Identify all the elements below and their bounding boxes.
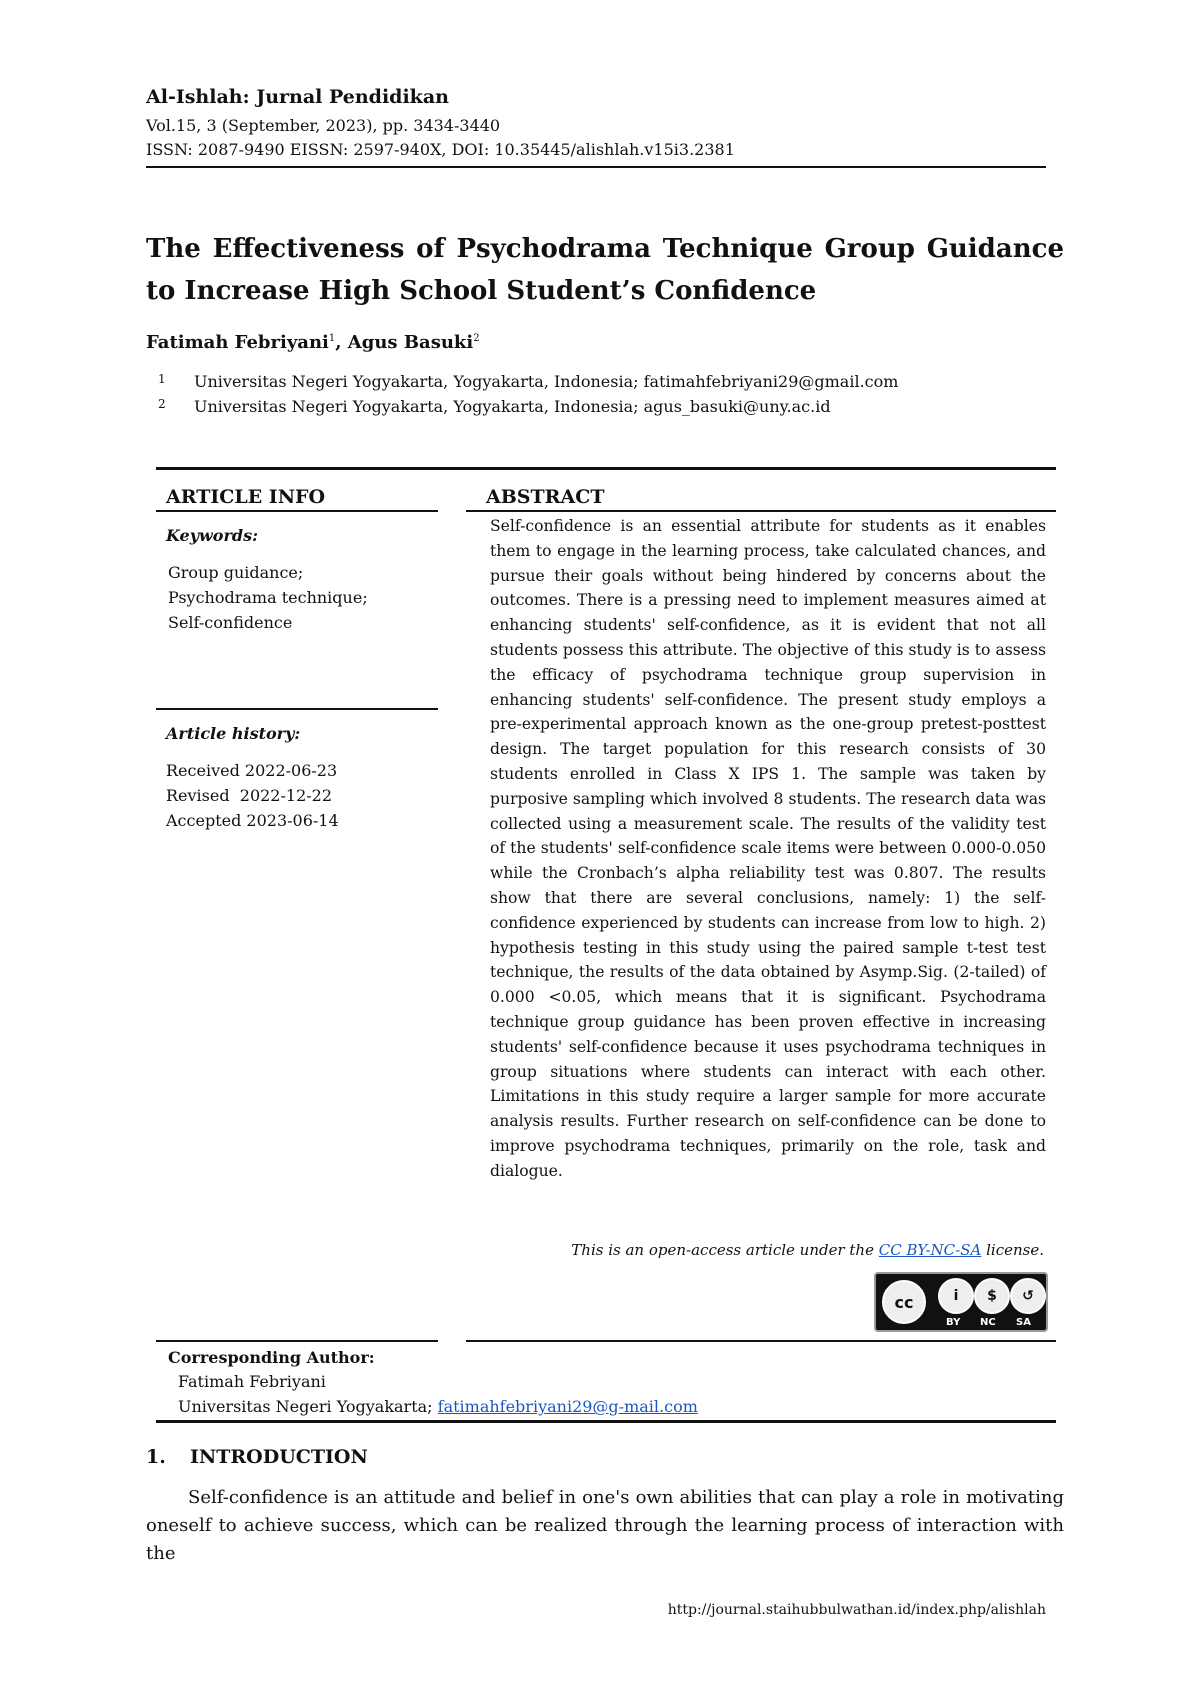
article-title: The Effectiveness of Psychodrama Technique Group Guidance to Increase High School Student’s Confidence xyxy=(146,234,1064,306)
corresponding-institution: Universitas Negeri Yogyakarta; xyxy=(178,1397,438,1416)
badge-label-sa: SA xyxy=(1016,1317,1031,1328)
keywords-rule xyxy=(156,708,438,710)
noncommercial-icon: $ xyxy=(974,1278,1010,1314)
author-2-sup: 2 xyxy=(473,333,480,344)
introduction-title: INTRODUCTION xyxy=(190,1446,368,1468)
affiliation-number: 2 xyxy=(158,397,166,411)
author-1-sup: 1 xyxy=(328,333,336,344)
corresponding-email-link[interactable]: fatimahfebriyani29@g-mail.com xyxy=(437,1397,698,1416)
badge-label-by: BY xyxy=(946,1317,961,1328)
keyword-item: Self-confidence xyxy=(168,613,293,632)
affiliation-2 xyxy=(146,397,831,416)
abstract-heading: ABSTRACT xyxy=(486,486,605,508)
introduction-body: Self-confidence is an attitude and belief in one's own abilities that can play a role in motivating oneself to achieve success, which can be realized through the learning process of interaction with the xyxy=(146,1487,1064,1564)
history-item: Accepted 2023-06-14 xyxy=(166,811,339,830)
license-suffix: license. xyxy=(981,1241,1044,1259)
journal-issn: ISSN: 2087-9490 EISSN: 2597-940X, DOI: 10.35445/alishlah.v15i3.2381 xyxy=(146,140,735,159)
license-prefix: This is an open-access article under the xyxy=(571,1241,879,1259)
introduction-heading xyxy=(146,1446,368,1468)
abstract-rule xyxy=(466,510,1056,512)
history-item: Revised 2022-12-22 xyxy=(166,786,333,805)
keyword-item: Psychodrama technique; xyxy=(168,588,368,607)
footer-url: http://journal.staihubbulwathan.id/index.php/alishlah xyxy=(667,1602,1046,1618)
affiliation-number: 1 xyxy=(158,372,166,386)
introduction-number: 1. xyxy=(146,1446,166,1468)
keyword-item: Group guidance; xyxy=(168,563,304,582)
history-heading: Article history: xyxy=(166,724,301,743)
header-rule xyxy=(146,166,1046,168)
article-info-heading: ARTICLE INFO xyxy=(166,486,326,508)
corresponding-bottom-rule xyxy=(156,1420,1056,1423)
affiliation-text: Universitas Negeri Yogyakarta, Yogyakarta, Indonesia; agus_basuki@uny.ac.id xyxy=(194,397,831,416)
author-separator: , xyxy=(335,332,348,353)
abstract-body: Self-confidence is an essential attribute for students as it enables them to engage in the learning process, take calculated chances, and pursue their goals without being hindered by concerns about the outcomes. There is a pressing need to implement measures aimed at enhancing students' self-confidence, as it is evident that not all students possess this attribute. The objective of this study is to assess the efficacy of psychodrama technique group supervision in enhancing students' self-confidence. The present study employs a pre-experimental approach known as the one-group pretest-posttest design. The target population for this research consists of 30 students enrolled in Class X IPS 1. The sample was taken by purposive sampling which involved 8 students. The research data was collected using a measurement scale. The results of the validity test of the students' self-confidence scale items were between 0.000-0.050 while the Cronbach’s alpha reliability test was 0.807. The results show that there are several conclusions, namely: 1) the self-confidence experienced by students can increase from low to high. 2) hypothesis testing in this study using the paired sample t-test test technique, the results of the data obtained by Asymp.Sig. (2-tailed) of 0.000 <0.05, which means that it is significant. Psychodrama technique group guidance has been proven effective in increasing students' self-confidence because it uses psychodrama techniques in group situations where students can interact with each other. Limitations in this study require a larger sample for more accurate analysis results. Further research on self-confidence can be done to improve psychodrama techniques, primarily on the role, task and dialogue. xyxy=(490,517,1046,1180)
badge-label-nc: NC xyxy=(980,1317,996,1328)
corresponding-name: Fatimah Febriyani xyxy=(178,1372,326,1391)
cc-license-badge-icon[interactable] xyxy=(874,1272,1048,1332)
article-info-rule xyxy=(156,510,438,512)
authors xyxy=(146,332,480,353)
corresponding-affiliation xyxy=(178,1397,698,1416)
corresponding-rule-right xyxy=(466,1340,1056,1342)
corresponding-rule-left xyxy=(156,1340,438,1342)
affiliation-text: Universitas Negeri Yogyakarta, Yogyakarta, Indonesia; fatimahfebriyani29@gmail.com xyxy=(194,372,899,391)
sharealike-icon: ↺ xyxy=(1010,1278,1046,1314)
author-2: Agus Basuki xyxy=(347,332,474,353)
license-link[interactable]: CC BY-NC-SA xyxy=(878,1241,982,1259)
history-item: Received 2022-06-23 xyxy=(166,761,338,780)
journal-volume: Vol.15, 3 (September, 2023), pp. 3434-3440 xyxy=(146,116,501,135)
cc-icon: cc xyxy=(882,1280,926,1324)
author-1: Fatimah Febriyani xyxy=(146,332,329,353)
corresponding-heading: Corresponding Author: xyxy=(168,1348,375,1367)
license-line xyxy=(571,1241,1044,1259)
affiliation-1 xyxy=(146,372,898,391)
keywords-heading: Keywords: xyxy=(166,526,259,545)
journal-name: Al-Ishlah: Jurnal Pendidikan xyxy=(146,86,449,108)
info-top-rule xyxy=(156,467,1056,470)
attribution-icon: i xyxy=(938,1278,974,1314)
